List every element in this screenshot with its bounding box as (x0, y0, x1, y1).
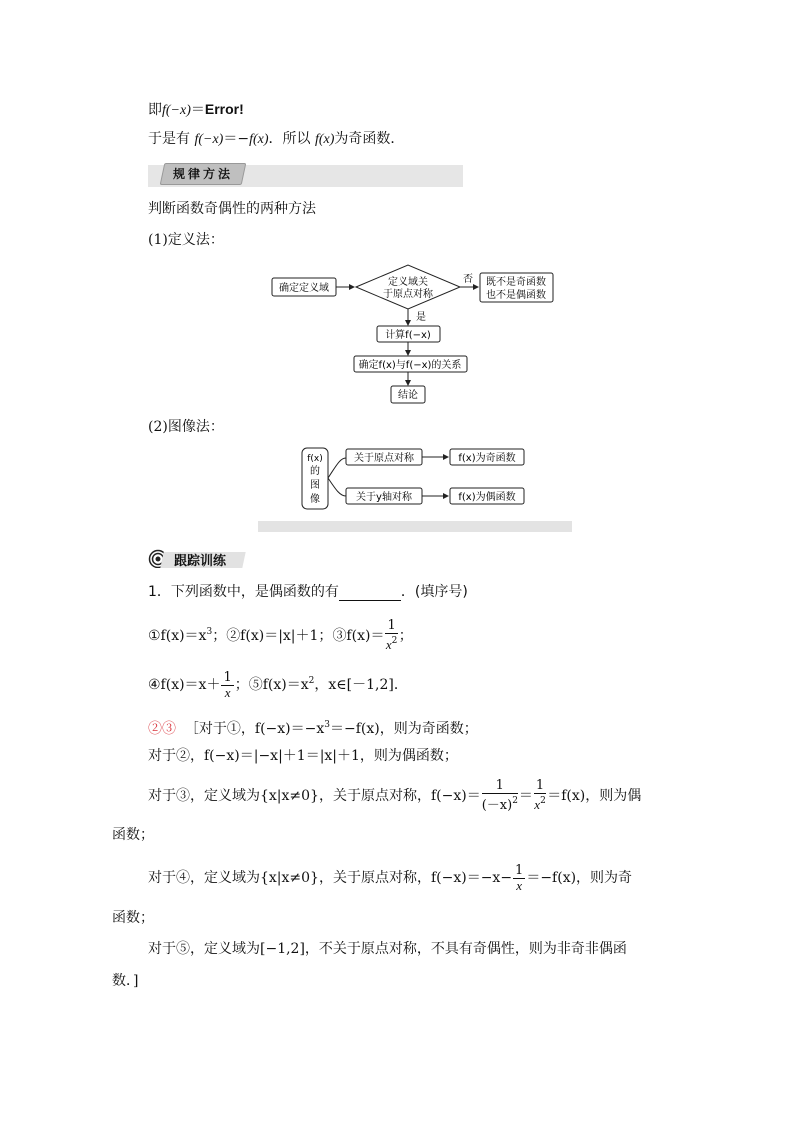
graph-label-3: 图 (310, 480, 320, 491)
fraction: $\frac{1}{x}$ (515, 862, 524, 893)
compute-label: 计算f(−x) (385, 330, 431, 341)
definition-method-flowchart (266, 262, 566, 408)
question-1 (148, 583, 468, 601)
solution-3-continued: 函数； (112, 827, 154, 843)
no-label: 否 (463, 274, 473, 285)
error-text: Error! (204, 101, 244, 117)
options-line-2 (148, 666, 408, 700)
function-symbol: f (162, 103, 166, 118)
answer-key: ②③ (148, 721, 176, 737)
relation-label: 确定f(x)与f(−x)的关系 (358, 360, 462, 371)
solution-3 (148, 778, 641, 814)
math-fneg: f(−x) (194, 132, 224, 147)
punct: ； (212, 628, 227, 644)
flow-box-domain-label: 确定定义域 (279, 283, 329, 294)
fraction: $\frac{1}{x^2}$ (385, 618, 398, 652)
y-symmetric-label: 关于y轴对称 (356, 492, 412, 503)
section-banner-title: 规律方法 (160, 163, 247, 185)
training-header (148, 548, 240, 570)
method-1-heading: (1)定义法： (148, 232, 224, 248)
solution-5-continued: 数．] (112, 973, 139, 989)
answer-line (148, 716, 478, 738)
solution-3-end: ＝f(x)，则为偶 (547, 788, 642, 804)
method-2-heading: (2)图像法： (148, 419, 224, 435)
fraction: $\frac{1}{x}$ (223, 669, 232, 700)
training-title: 跟踪训练 (174, 554, 227, 569)
solution-4-end: ＝−f(x)，则为奇 (526, 870, 633, 886)
text-prefix: 即 (148, 102, 162, 118)
punct: ，x∈[－1,2]． (314, 677, 408, 693)
option-3: ③f(x)＝ (332, 628, 385, 644)
solution-4-text: 对于④，定义域为{x|x≠0}，关于原点对称，f(−x)＝−x− (148, 870, 513, 886)
odd-result-label: f(x)为奇函数 (458, 453, 516, 464)
option-4: ④f(x)＝x＋ (148, 677, 221, 693)
text-segment: 于是有 (148, 131, 195, 147)
fraction: $\frac{1}{(-x)^2}$ (481, 778, 518, 813)
option-2: ②f(x)＝|x|＋1； (226, 628, 333, 644)
exponent: 3 (206, 627, 213, 637)
graph-label-4: 像 (310, 494, 320, 505)
even-result-label: f(x)为偶函数 (458, 492, 516, 503)
proof-line-2 (148, 130, 404, 149)
punct: ； (398, 628, 413, 644)
graph-label-2: 的 (310, 466, 320, 477)
question-hint: ．(填序号) (400, 584, 468, 600)
answer-text: ［对于①，f(−x)＝−x (184, 721, 325, 737)
answer-text-end: ＝−f(x)，则为奇函数； (330, 721, 478, 737)
function-argument: (−x) (165, 103, 191, 118)
question-text: 1．下列函数中，是偶函数的有 (148, 584, 339, 600)
fraction: $\frac{1}{x^2}$ (534, 778, 546, 812)
solution-4 (148, 860, 632, 896)
yes-label: 是 (416, 312, 426, 323)
exponent: 3 (324, 720, 330, 730)
math-eq: ＝− (223, 131, 250, 147)
option-1: ①f(x)＝x (148, 628, 207, 644)
origin-symmetric-label: 关于原点对称 (354, 453, 414, 464)
math-fx: f(x) (314, 132, 335, 147)
solution-4-continued: 函数； (112, 910, 154, 926)
exponent: 2 (308, 676, 315, 686)
solution-5: 对于⑤，定义域为[−1,2]，不关于原点对称，不具有奇偶性，则为非奇非偶函 (148, 941, 627, 957)
conclusion-label: 结论 (398, 390, 418, 401)
method-intro: 判断函数奇偶性的两种方法 (148, 201, 316, 217)
graph-method-flowchart (300, 444, 530, 512)
solution-2: 对于②，f(−x)＝|−x|＋1＝|x|＋1，则为偶函数； (148, 748, 458, 764)
solution-3-text: 对于③，定义域为{x|x≠0}，关于原点对称，f(−x)＝ (148, 788, 481, 804)
equals-sign: ＝ (190, 102, 205, 118)
punct: ； (234, 677, 249, 693)
option-5: ⑤f(x)＝x (248, 677, 309, 693)
decision-label-line2: 于原点对称 (383, 289, 433, 300)
decision-label-line1: 定义域关 (388, 277, 428, 288)
neither-label-line1: 既不是奇函数 (486, 277, 546, 288)
neither-label-line2: 也不是偶函数 (486, 290, 546, 301)
equals-sign: ＝ (518, 788, 533, 804)
text-segment: ．所以 (268, 131, 315, 147)
math-fx: f(x) (249, 132, 269, 147)
graph-label-1: f(x) (307, 454, 323, 464)
text-segment: 为奇函数． (334, 131, 405, 147)
options-line-1 (148, 618, 413, 652)
answer-blank[interactable] (339, 586, 401, 601)
proof-line-1 (148, 100, 244, 120)
section-divider (258, 521, 572, 532)
